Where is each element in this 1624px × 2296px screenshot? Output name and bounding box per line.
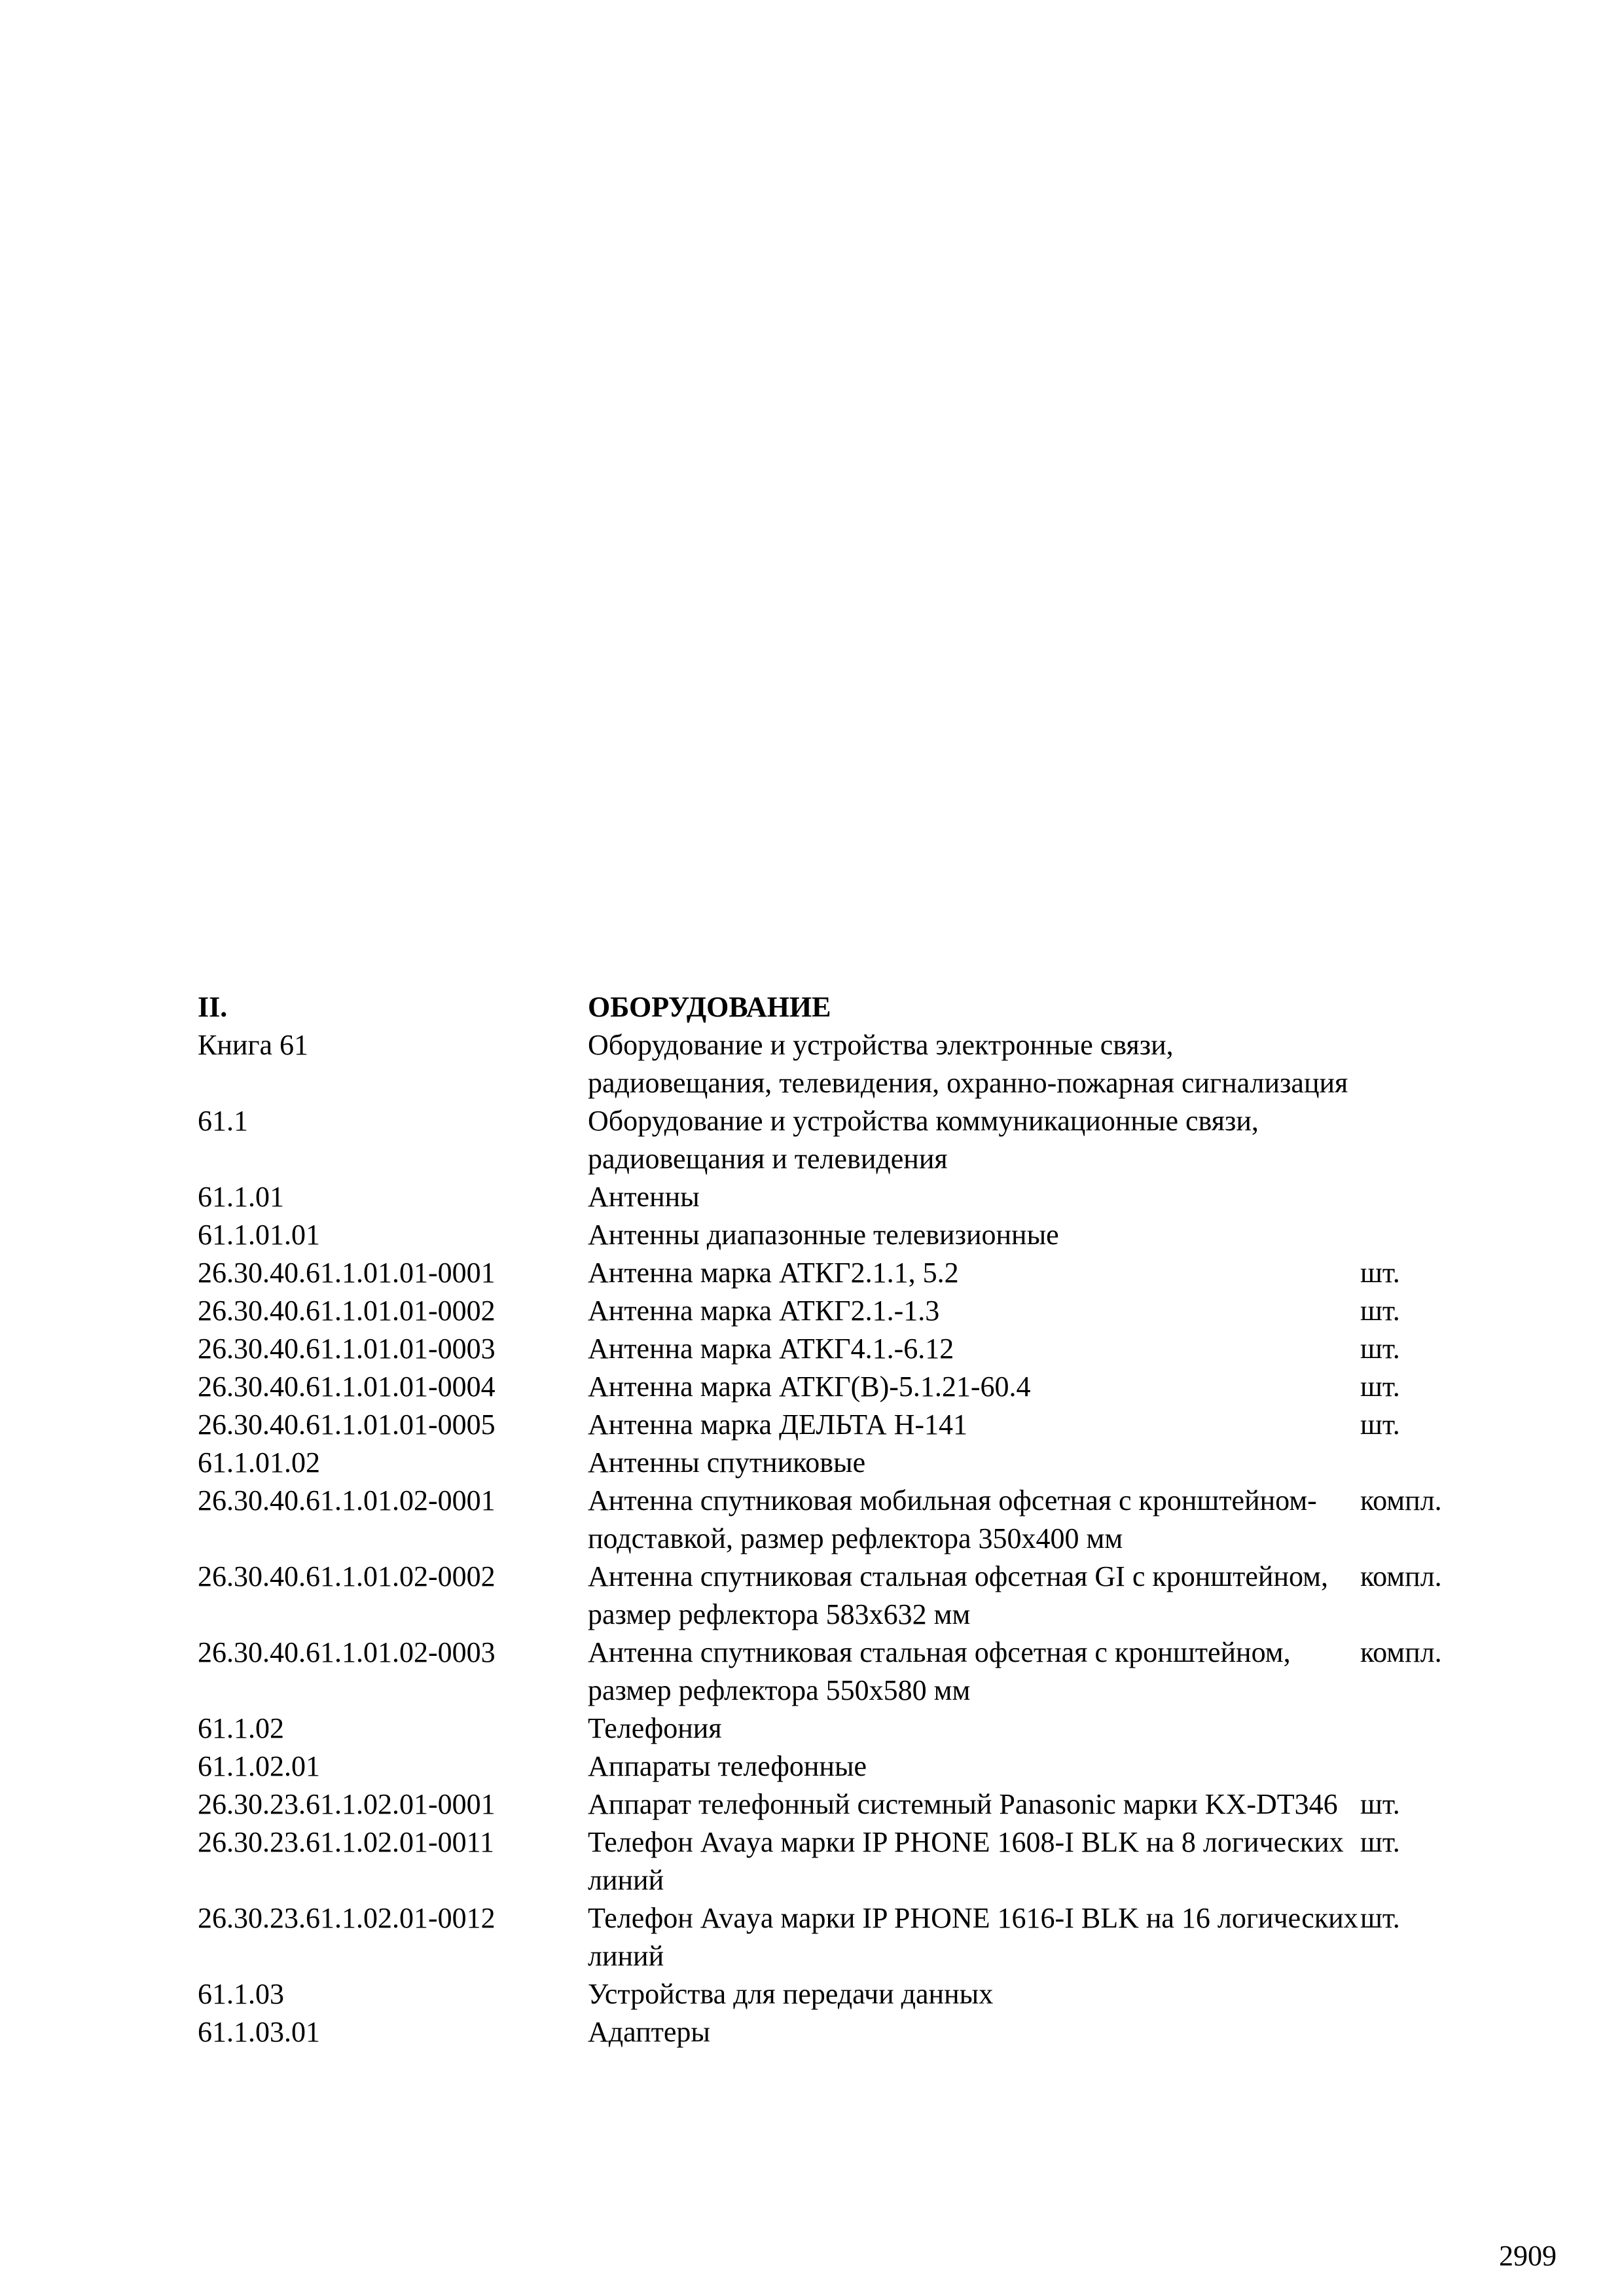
row-name: Антенна спутниковая мобильная офсетная с кронштейном-подставкой, размер рефлектора 350х400 мм — [588, 1484, 1317, 1554]
row-code: 26.30.40.61.1.01.02-0002 — [198, 1560, 496, 1592]
row-name: Антенны диапазонные телевизионные — [588, 1219, 1059, 1251]
row-unit: шт. — [1360, 1371, 1400, 1403]
row-code: Книга 61 — [198, 1029, 309, 1061]
table-row — [198, 1975, 1494, 2013]
row-unit: компл. — [1360, 1560, 1442, 1592]
row-code: 61.1.03.01 — [198, 2016, 320, 2048]
table-row — [198, 1482, 1494, 1558]
row-name: Телефония — [588, 1712, 722, 1744]
row-name: Оборудование и устройства электронные связи, радиовещания, телевидения, охранно-пожарная сигнализация — [588, 1029, 1348, 1099]
row-name: Телефон Avaya марки IP PHONE 1608-I BLK на 8 логических линий — [588, 1826, 1344, 1896]
row-unit: компл. — [1360, 1636, 1442, 1668]
row-code: 61.1.01 — [198, 1181, 284, 1213]
table-row — [198, 1254, 1494, 1292]
row-name: Телефон Avaya марки IP PHONE 1616-I BLK на 16 логических линий — [588, 1902, 1358, 1972]
table-row — [198, 1444, 1494, 1482]
row-code: 61.1.01.01 — [198, 1219, 320, 1251]
row-name: Антенна спутниковая стальная офсетная GI с кронштейном, размер рефлектора 583х632 мм — [588, 1560, 1329, 1630]
row-code: 26.30.23.61.1.02.01-0012 — [198, 1902, 496, 1934]
row-code: 26.30.40.61.1.01.01-0005 — [198, 1408, 496, 1441]
row-name: Аппараты телефонные — [588, 1750, 867, 1782]
row-name: Аппарат телефонный системный Panasonic марки KX-DT346 — [588, 1788, 1338, 1820]
table-row — [198, 1823, 1494, 1899]
row-code: 26.30.23.61.1.02.01-0001 — [198, 1788, 496, 1820]
row-name: Оборудование и устройства коммуникационные связи, радиовещания и телевидения — [588, 1105, 1259, 1175]
row-name: Антенна спутниковая стальная офсетная с кронштейном, размер рефлектора 550х580 мм — [588, 1636, 1291, 1706]
row-code: 61.1.02 — [198, 1712, 284, 1744]
row-name: Антенны спутниковые — [588, 1446, 866, 1479]
table-row — [198, 2013, 1494, 2051]
row-code: 61.1.01.02 — [198, 1446, 320, 1479]
row-code: 26.30.23.61.1.02.01-0011 — [198, 1826, 495, 1858]
table-row — [198, 1292, 1494, 1330]
row-name: Устройства для передачи данных — [588, 1978, 994, 2010]
row-name: Антенна марка ДЕЛЬТА Н-141 — [588, 1408, 968, 1441]
table-row — [198, 1899, 1494, 1975]
row-unit: шт. — [1360, 1826, 1400, 1858]
row-name: Антенна марка АТКГ2.1.-1.3 — [588, 1295, 940, 1327]
row-unit: шт. — [1360, 1788, 1400, 1820]
row-name: Антенна марка АТКГ4.1.-6.12 — [588, 1333, 954, 1365]
table-row — [198, 1710, 1494, 1748]
row-code: 26.30.40.61.1.01.02-0003 — [198, 1636, 496, 1668]
row-unit: шт. — [1360, 1295, 1400, 1327]
page-number: 2909 — [1499, 2240, 1557, 2272]
table-row — [198, 1785, 1494, 1823]
section-code: II. — [198, 991, 228, 1023]
row-unit: шт. — [1360, 1257, 1400, 1289]
table-row — [198, 1558, 1494, 1634]
table-row — [198, 1178, 1494, 1216]
row-name: Антенна марка АТКГ2.1.1, 5.2 — [588, 1257, 959, 1289]
row-unit: шт. — [1360, 1333, 1400, 1365]
row-unit: компл. — [1360, 1484, 1442, 1516]
row-unit: шт. — [1360, 1408, 1400, 1441]
row-code: 26.30.40.61.1.01.01-0004 — [198, 1371, 496, 1403]
row-name: Антенна марка АТКГ(В)-5.1.21-60.4 — [588, 1371, 1031, 1403]
row-code: 61.1.03 — [198, 1978, 284, 2010]
row-unit: шт. — [1360, 1902, 1400, 1934]
table-row — [198, 1216, 1494, 1254]
table-row — [198, 1406, 1494, 1444]
row-code: 26.30.40.61.1.01.01-0002 — [198, 1295, 496, 1327]
table-row — [198, 1634, 1494, 1710]
table-row — [198, 1748, 1494, 1785]
row-name: Адаптеры — [588, 2016, 710, 2048]
section-title: ОБОРУДОВАНИЕ — [588, 991, 831, 1023]
table-row — [198, 1368, 1494, 1406]
row-name: Антенны — [588, 1181, 700, 1213]
row-code: 26.30.40.61.1.01.02-0001 — [198, 1484, 496, 1516]
table-row — [198, 1026, 1494, 1102]
price-list-table — [198, 988, 1494, 2051]
row-code: 26.30.40.61.1.01.01-0003 — [198, 1333, 496, 1365]
row-code: 26.30.40.61.1.01.01-0001 — [198, 1257, 496, 1289]
row-code: 61.1 — [198, 1105, 248, 1137]
table-row — [198, 1102, 1494, 1178]
section-header-row — [198, 988, 1494, 1026]
row-code: 61.1.02.01 — [198, 1750, 320, 1782]
table-rows — [198, 1026, 1494, 2051]
table-row — [198, 1330, 1494, 1368]
